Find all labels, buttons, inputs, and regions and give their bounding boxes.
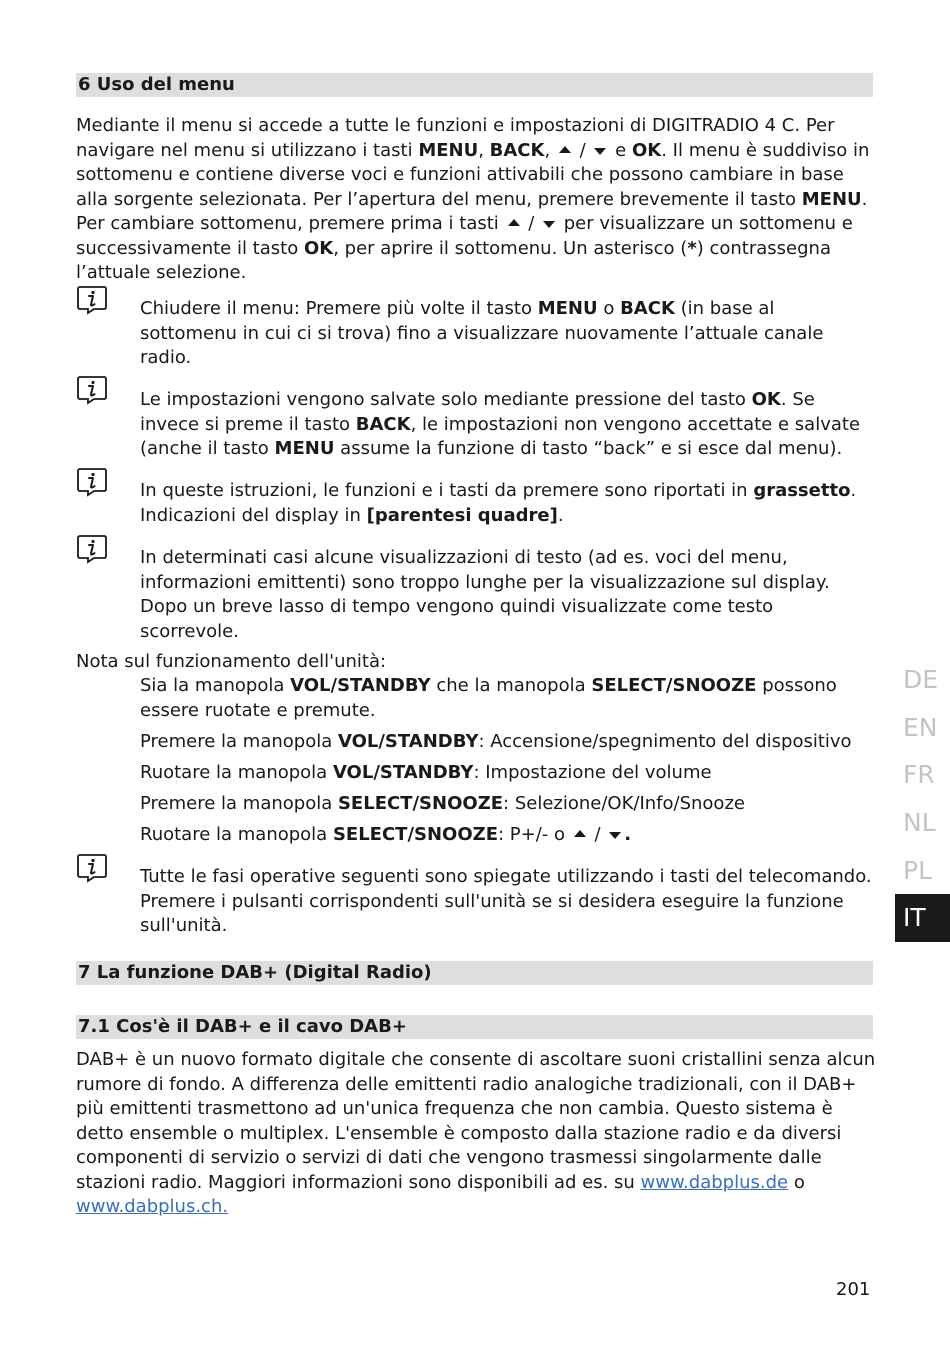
key-menu: MENU <box>537 298 598 319</box>
language-tab-en[interactable]: EN <box>903 712 938 742</box>
text: Premere la manopola <box>140 793 338 814</box>
dab-paragraph <box>76 1048 876 1220</box>
section-title: 6 Uso del menu <box>78 74 235 95</box>
section-heading <box>76 961 873 985</box>
text: Mediante il menu si accede a tutte le funzioni e impostazioni di DIGITRADIO 4 C. Per navigare nel menu si utilizzano i tasti <box>76 115 835 161</box>
info-icon <box>76 853 108 883</box>
key-back: BACK <box>355 413 411 435</box>
info-icon <box>76 285 108 315</box>
text: : Impostazione del volume <box>473 762 712 783</box>
text: , <box>478 139 490 161</box>
arrow-up-icon <box>559 146 571 153</box>
text: Le impostazioni vengono salvate solo mediante pressione del tasto <box>140 389 752 410</box>
arrow-up-icon <box>574 830 586 837</box>
knob-vol-standby: VOL/STANDBY <box>290 675 431 696</box>
language-tabs <box>895 656 950 942</box>
key-ok: OK <box>631 139 662 161</box>
key-back: BACK <box>489 139 545 161</box>
link-dabplus-ch[interactable]: www.dabplus.ch. <box>76 1196 229 1217</box>
note-close-menu <box>140 297 875 371</box>
note-remote-control: Tutte le fasi operative seguenti sono spiegate utilizzando i tasti del telecomando. Premere i pulsanti corrispondenti sull'unità se si desidera eseguire la funzione sull'unità. <box>140 866 872 936</box>
arrow-down-icon <box>594 148 606 155</box>
subsection-title: 7.1 Cos'è il DAB+ e il cavo DAB+ <box>78 1016 407 1037</box>
key-menu: MENU <box>274 438 335 459</box>
note-conventions <box>140 479 875 528</box>
knob-select-snooze: SELECT/SNOOZE <box>591 675 757 696</box>
text: / <box>522 213 541 234</box>
bold-word: grassetto <box>753 480 851 501</box>
knob-select-snooze: SELECT/SNOOZE <box>337 793 504 814</box>
page-number: 201 <box>836 1279 871 1300</box>
text: : P+/- o <box>498 824 571 845</box>
key-ok: OK <box>303 237 334 259</box>
knob-vol-standby: VOL/STANDBY <box>332 762 474 783</box>
info-icon <box>76 375 108 405</box>
text: / <box>588 824 607 845</box>
key-menu: MENU <box>418 139 479 161</box>
info-icon <box>76 467 108 497</box>
key-menu: MENU <box>801 188 862 210</box>
text: . Indicazioni del display in <box>140 480 857 526</box>
unit-press-select <box>140 792 875 817</box>
text: , per aprire il sottomenu. Un asterisco ( <box>333 237 688 259</box>
arrow-up-icon <box>508 219 520 226</box>
language-tab-it[interactable]: IT <box>895 894 950 942</box>
language-tab-nl[interactable]: NL <box>903 808 936 838</box>
language-tab-pl[interactable]: PL <box>903 855 933 885</box>
arrow-down-icon <box>543 221 555 228</box>
text: Ruotare la manopola <box>140 762 333 783</box>
text: possono essere ruotate e premute. <box>140 675 837 721</box>
text: o <box>788 1171 805 1193</box>
key-ok: OK <box>751 389 781 410</box>
note-settings-saved <box>140 388 875 462</box>
subsection-heading <box>76 1015 873 1039</box>
language-tab-de[interactable]: DE <box>903 665 939 694</box>
text: per visualizzare un sottomenu e successivamente il tasto <box>76 213 853 259</box>
text: . Il menu è suddiviso in sottomenu e contiene diverse voci e funzioni attivabili che possono cambiare in base alla sorgente selezionata. Per l’apertura del menu, premere brevemente il tasto <box>76 139 870 210</box>
text: ) contrassegna l’attuale selezione. <box>76 237 831 283</box>
unit-press-vol <box>140 730 875 755</box>
text: Chiudere il menu: Premere più volte il tasto <box>140 298 538 319</box>
asterisk: * <box>687 237 697 259</box>
section-title: 7 La funzione DAB+ (Digital Radio) <box>78 962 432 983</box>
text: DAB+ è un nuovo formato digitale che consente di ascoltare suoni cristallini senza alcun rumore di fondo. A differenza delle emittenti radio analogiche tradizionali, con il DAB+ più emittenti trasmettono ad un'unica frequenza che non cambia. Questo sistema è detto ensemble o multiplex. L'ensemble è composto dalla stazione radio e da diversi componenti di servizio o servizi di dati che vengono trasmessi singolarmente dalle stazioni radio. Maggiori informazioni sono disponibili ad es. su <box>76 1049 876 1193</box>
language-tab-fr[interactable]: FR <box>903 760 935 790</box>
text: e <box>609 139 632 161</box>
unit-note-title: Nota sul funzionamento dell'unità: <box>76 651 387 672</box>
unit-turn-vol <box>140 761 875 786</box>
text: o <box>597 298 621 319</box>
text: Sia la manopola <box>140 675 291 696</box>
text: : Selezione/OK/Info/Snooze <box>503 793 745 814</box>
arrow-down-icon <box>609 832 621 839</box>
note-scrolling-text: In determinati casi alcune visualizzazioni di testo (ad es. voci del menu, informazioni emittenti) sono troppo lunghe per la visualizzazione sul display. Dopo un breve lasso di tempo vengono quindi visualizzate come testo scorrevole. <box>140 547 830 642</box>
unit-knobs <box>140 674 875 723</box>
text: . <box>557 504 564 526</box>
text: : Accensione/spegnimento del dispositivo <box>478 731 852 752</box>
text: . Se invece si preme il tasto <box>140 389 815 435</box>
info-icon <box>76 534 108 564</box>
text: Ruotare la manopola <box>140 824 333 845</box>
text: , <box>544 139 556 161</box>
text: (in base al sottomenu in cui ci si trova) fino a visualizzare nuovamente l’attuale canale radio. <box>140 298 824 368</box>
link-dabplus-de[interactable]: www.dabplus.de <box>640 1171 789 1193</box>
text: . Per cambiare sottomenu, premere prima i tasti <box>76 188 868 234</box>
text: assume la funzione di tasto “back” e si esce dal menu). <box>334 438 843 459</box>
text: che la manopola <box>430 675 592 696</box>
knob-vol-standby: VOL/STANDBY <box>337 731 479 752</box>
text: . <box>624 824 632 845</box>
key-back: BACK <box>620 298 675 319</box>
text: Premere la manopola <box>140 731 338 752</box>
knob-select-snooze: SELECT/SNOOZE <box>332 824 499 845</box>
bracket-word: [parentesi quadre] <box>366 504 558 526</box>
text: / <box>573 139 592 161</box>
intro-paragraph <box>76 114 876 286</box>
text: In queste istruzioni, le funzioni e i tasti da premere sono riportati in <box>140 480 754 501</box>
section-heading <box>76 73 873 97</box>
text: , le impostazioni non vengono accettate e salvate (anche il tasto <box>140 413 861 459</box>
unit-turn-select <box>140 823 875 848</box>
